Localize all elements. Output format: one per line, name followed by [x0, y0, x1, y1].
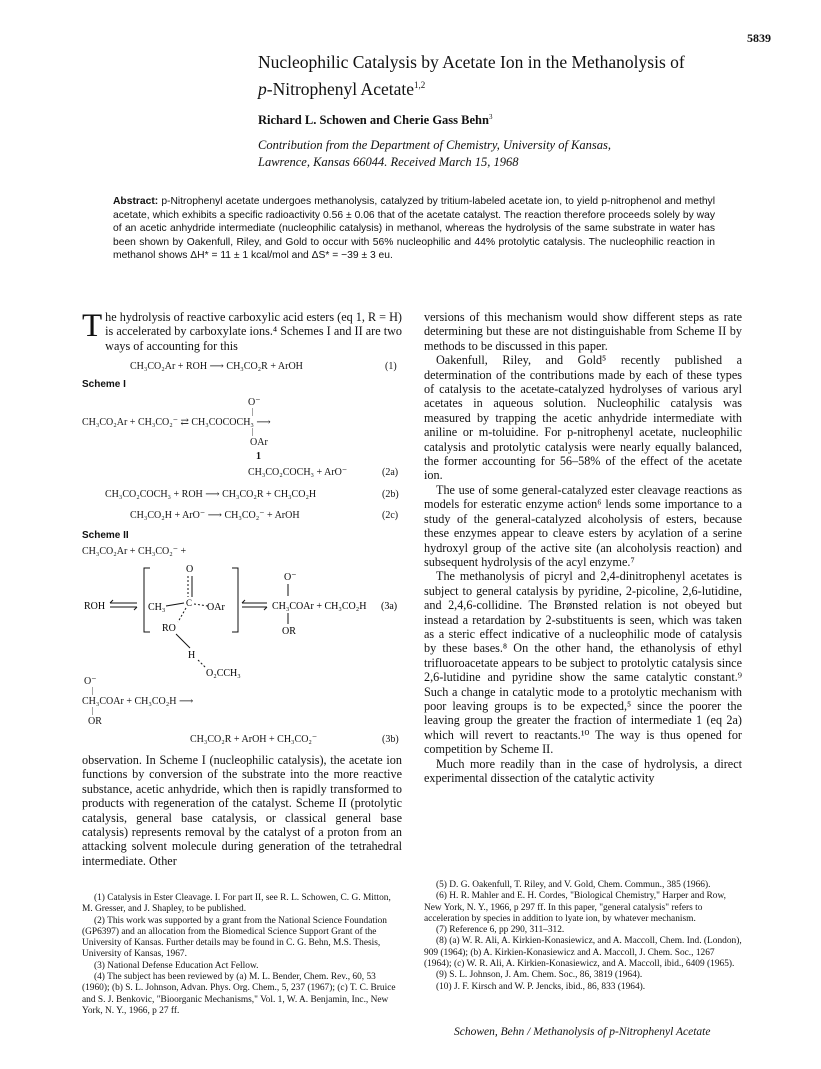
- product-o-minus: O⁻: [284, 572, 297, 583]
- ts-carbon: C: [186, 598, 193, 608]
- abstract-label: Abstract:: [113, 196, 159, 207]
- scheme-2b-bond-top: |: [92, 686, 94, 695]
- title-italic-p: p: [258, 79, 267, 99]
- ts-methyl: CH₃: [148, 602, 166, 613]
- right-paragraph-3: The use of some general-catalyzed ester cleavage reactions as models for esteratic enzyme action⁶ lends some importance to a study of the general-catalyzed alcoholysis of esters, because these enzymes appear to cleave esters by acylation of a serine hydroxyl group of the active site (an alcoholysis reaction) and subsequent hydrolysis of the acyl enzyme.⁷: [424, 482, 742, 569]
- footnote-8: (8) (a) W. R. Ali, A. Kirkien-Konasiewicz, and A. Maccoll, Chem. Ind. (London), 909 (1964); (b) A. Kirkien-Konasiewicz and A. Maccoll, J. Chem. Soc., 1267 (1964); (c) W. R. Ali, A. Kirkien-Konasiewicz, and A. Maccoll, ibid., 6409 (1965).: [424, 936, 742, 970]
- left-column-continued: [82, 753, 402, 868]
- title-footnote-ref: 1,2: [414, 80, 426, 90]
- title-line-2-rest: -Nitrophenyl Acetate: [266, 79, 414, 99]
- running-footer: Schowen, Behn / Methanolysis of p-Nitrophenyl Acetate: [454, 1026, 711, 1038]
- right-column: [424, 310, 742, 785]
- scheme-1-label: Scheme I: [82, 379, 126, 390]
- scheme-1-reaction: CH₃CO₂Ar + CH₃CO₂⁻ ⇄ CH₃COCOCH₃ ⟶: [82, 417, 271, 428]
- ts-attacking-bond: [178, 608, 186, 622]
- abstract-text: p-Nitrophenyl acetate undergoes methanolysis, catalyzed by tritium-labeled acetate ion, to yield p-nitrophenol and methyl acetate, which exhibits a specific radioactivity 0.56 ± 0.06 that of the acetate catalyst. The reaction therefore proceeds solely by way of an acetic anhydride intermediate (nucleophilic catalysis) in methanol, whereas the hydrolysis of the same substrate in water has been shown by Oakenfull, Riley, and Gold to occur with 56% nucleophilic and 44% protolytic catalysis. The nucleophilic reaction in methanol shows ΔH* = 11 ± 1 kcal/mol and ΔS* = −39 ± 3 eu.: [113, 196, 715, 261]
- equation-2b-number: (2b): [382, 489, 399, 500]
- left-paragraph-2: observation. In Scheme I (nucleophilic catalysis), the acetate ion functions by conversion of the substrate into the more reactive substance, acetic anhydride, which then is rapidly transformed to products with regeneration of the catalyst. Scheme II (protolytic catalysis, general base catalysis, or classical general base catalysis) represents removal by the catalyst of a proton from an attacking solvent molecule during generation of the tetrahedral intermediate. Other: [82, 753, 402, 868]
- scheme-2-label: Scheme II: [82, 530, 129, 541]
- equilibrium-arrows-right: [242, 600, 267, 610]
- footnote-9: (9) S. L. Johnson, J. Am. Chem. Soc., 86, 3819 (1964).: [436, 970, 643, 981]
- affiliation: [258, 137, 718, 171]
- affiliation-line-1: Contribution from the Department of Chemistry, University of Kansas,: [258, 138, 612, 152]
- equation-2b: CH₃CO₂COCH₃ + ROH ⟶ CH₃CO₂R + CH₃CO₂H: [105, 489, 317, 500]
- footnote-7: (7) Reference 6, pp 290, 311–312.: [436, 925, 565, 936]
- ts-ro: RO: [162, 623, 176, 634]
- footnotes-left: [82, 893, 402, 1017]
- product-or: OR: [282, 626, 296, 637]
- left-paragraph-1: he hydrolysis of reactive carboxylic acid esters (eq 1, R = H) is accelerated by carboxylate ions.⁴ Schemes I and II are two ways of accounting for this: [105, 310, 402, 353]
- right-paragraph-1: versions of this mechanism would show different steps as rate determining but these are not distinguishable from Scheme II by methods to be discussed in this paper.: [424, 310, 742, 353]
- scheme-2-roh: ROH: [84, 601, 106, 612]
- scheme-2-reactants: CH₃CO₂Ar + CH₃CO₂⁻ +: [82, 546, 187, 557]
- scheme-1-bond-bottom: |: [252, 427, 254, 436]
- equation-2a: CH₃CO₂COCH₃ + ArO⁻: [248, 467, 348, 478]
- ts-oh-bond: [176, 634, 190, 648]
- title-line-2: [258, 74, 758, 101]
- product-tetrahedral: CH₃COAr + CH₃CO₂H: [272, 601, 367, 612]
- scheme-2b-bond-bottom: |: [92, 706, 94, 715]
- scheme-1-o-minus: O⁻: [248, 397, 261, 408]
- equation-1: CH₃CO₂Ar + ROH ⟶ CH₃CO₂R + ArOH: [130, 361, 303, 372]
- equation-2a-number: (2a): [382, 467, 399, 478]
- footnotes-right: [424, 880, 742, 993]
- abstract: [113, 195, 715, 263]
- equation-1-number: (1): [385, 361, 397, 372]
- ts-carbonyl-oxygen: O: [186, 564, 194, 575]
- ts-proton-transfer: [198, 660, 206, 668]
- footnote-1: (1) Catalysis in Ester Cleavage. I. For part II, see R. L. Schowen, C. G. Mitton, M. Gresser, and J. Shapley, to be published.: [82, 893, 391, 915]
- scheme-1-bond-top: |: [252, 407, 254, 416]
- footnote-2: (2) This work was supported by a grant from the National Science Foundation (GP6397) and an allocation from the Biomedical Science Support Grant of the University of Kansas. Further details may be found in C. G. Behn, M.S. Thesis, University of Kansas, 1967.: [82, 915, 387, 960]
- intermediate-1-label: 1: [256, 451, 261, 462]
- affiliation-line-2: Lawrence, Kansas 66044. Received March 15, 1968: [258, 155, 519, 169]
- right-paragraph-2: Oakenfull, Riley, and Gold⁵ recently published a determination of the contributions made by each of these types of catalysis to the acetate-catalyzed hydrolyses of various aryl acetates in aqueous solution. Nucleophilic catalysis was measured by trapping the acetic anhydride intermediate with aniline or m-toluidine. For p-nitrophenyl acetate, nucleophilic catalysis and protolytic catalysis were nearly equally balanced, the former accounting for 56–58% of the effect of the acetate ion.: [424, 353, 742, 483]
- article-title: [258, 51, 758, 101]
- scheme-2-transition-state-diagram: [82, 560, 402, 685]
- equilibrium-arrows-left: [110, 600, 137, 610]
- footnote-6: (6) H. R. Mahler and E. H. Cordes, "Biological Chemistry," Harper and Row, New York, N. Y., 1966, p 297 ff. In this paper, "general catalysis" refers to acceleration by species in addition to lyate ion, by whatever mechanism.: [424, 891, 726, 924]
- page-number: 5839: [747, 31, 771, 45]
- authors: Richard L. Schowen and Cherie Gass Behn: [258, 113, 489, 127]
- equation-3b: CH₃CO₂R + ArOH + CH₃CO₂⁻: [190, 734, 318, 745]
- scheme-2b-o-minus: O⁻: [84, 676, 97, 687]
- equation-2c: CH₃CO₂H + ArO⁻ ⟶ CH₃CO₂⁻ + ArOH: [130, 510, 300, 521]
- left-column-intro: [82, 310, 402, 353]
- equation-2c-number: (2c): [382, 510, 399, 521]
- author-line: [258, 113, 492, 128]
- author-footnote-ref: 3: [488, 113, 493, 121]
- scheme-1-oar: OAr: [250, 437, 268, 448]
- equation-3a-number: (3a): [381, 601, 398, 612]
- right-paragraph-4: The methanolysis of picryl and 2,4-dinitrophenyl acetates is subject to general catalysis by pyridine, 2-picoline, 2,6-lutidine, and 2,4,6-collidine. The Brønsted relation is not obeyed but instead a retardation by 2-substituents is seen, which was taken as a steric effect indicative of a nucleophilic mode of catalysis by these bases.⁸ On the other hand, the ethanolysis of ethyl trifluoroacetate appears to be subject to protolytic catalysis since 2,6-lutidine and pyridine show the same catalytic constant.⁹ Such a change in catalytic mode to a protolytic mechanism with poor leaving groups is to be expected,⁵ since the poorer the leaving group the greater the fraction of intermediate 1 (eq 2a) which will revert to reactants.¹⁰ The way is thus opened for competition by Scheme II.: [424, 569, 742, 757]
- equation-3b-number: (3b): [382, 734, 399, 745]
- scheme-2b-reaction: CH₃COAr + CH₃CO₂H ⟶: [82, 696, 194, 707]
- footnote-4: (4) The subject has been reviewed by (a) M. L. Bender, Chem. Rev., 60, 53 (1960); (b) S. L. Johnson, Advan. Phys. Org. Chem., 5, 237 (1967); (c) T. C. Bruice and S. J. Benkovic, "Bioorganic Mechanisms," Vol. 1, W. A. Benjamin, Inc., New York, N. Y., 1966, p 27 ff.: [82, 972, 396, 1016]
- ts-leaving-bond: [194, 604, 208, 606]
- ts-acetate-base: O₂CCH₃: [206, 668, 241, 679]
- footnote-3: (3) National Defense Education Act Fellow.: [94, 960, 259, 971]
- ts-oar: OAr: [207, 602, 225, 613]
- scheme-2b-or: OR: [88, 716, 102, 727]
- ts-methyl-bond: [166, 603, 184, 606]
- footnote-5: (5) D. G. Oakenfull, T. Riley, and V. Gold, Chem. Commun., 385 (1966).: [436, 880, 711, 890]
- drop-cap: T: [82, 308, 103, 344]
- title-line-1: Nucleophilic Catalysis by Acetate Ion in the Methanolysis of: [258, 52, 685, 72]
- right-paragraph-5: Much more readily than in the case of hydrolysis, a direct experimental dissection of the catalytic activity: [424, 756, 742, 785]
- footnote-10: (10) J. F. Kirsch and W. P. Jencks, ibid., 86, 833 (1964).: [436, 981, 646, 992]
- ts-proton: H: [188, 650, 196, 661]
